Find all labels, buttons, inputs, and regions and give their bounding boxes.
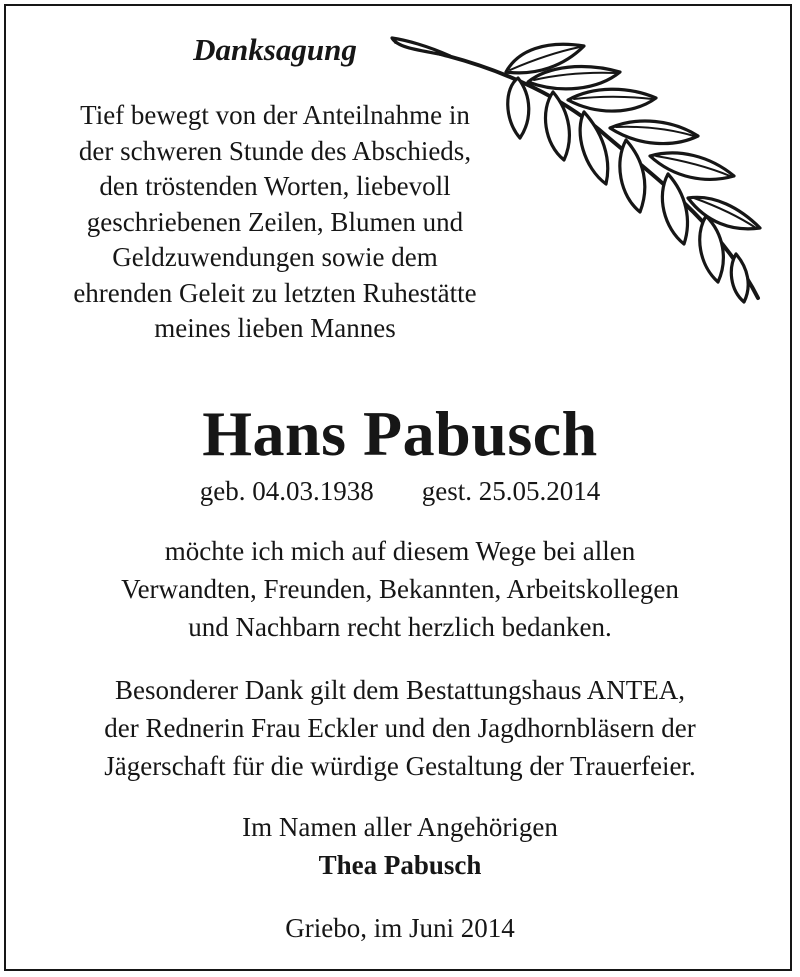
intro-line: meines lieben Mannes xyxy=(154,313,396,343)
place-date: Griebo, im Juni 2014 xyxy=(285,913,515,943)
special-thanks-line: Jägerschaft für die würdige Gestaltung der Trauerfeier. xyxy=(104,751,696,781)
intro-line: den tröstenden Worten, liebevoll xyxy=(99,171,451,201)
notice-heading: Danksagung xyxy=(193,32,357,67)
signer-name: Thea Pabusch xyxy=(318,850,482,880)
thanks-line: und Nachbarn recht herzlich bedanken. xyxy=(188,612,612,642)
death-date: gest. 25.05.2014 xyxy=(421,476,601,506)
birth-date: geb. 04.03.1938 xyxy=(199,476,374,506)
closing-block xyxy=(0,808,800,884)
deceased-name: Hans Pabusch xyxy=(202,398,598,469)
thanks-line: Verwandten, Freunden, Bekannten, Arbeitskollegen xyxy=(121,574,679,604)
thanks-paragraph xyxy=(0,532,800,646)
intro-line: Geldzuwendungen sowie dem xyxy=(112,242,438,272)
on-behalf-text: Im Namen aller Angehörigen xyxy=(242,812,558,842)
life-dates xyxy=(0,474,800,508)
intro-line: Tief bewegt von der Anteilnahme in xyxy=(80,100,470,130)
intro-line: geschriebenen Zeilen, Blumen und xyxy=(86,206,464,237)
special-thanks-line: der Rednerin Frau Eckler und den Jagdhornbläsern der xyxy=(104,713,696,743)
special-thanks-line: Besonderer Dank gilt dem Bestattungshaus ANTEA, xyxy=(115,675,685,705)
special-thanks-paragraph xyxy=(0,671,800,785)
thanks-line: möchte ich mich auf diesem Wege bei allen xyxy=(164,536,636,566)
intro-line: der schweren Stunde des Abschieds, xyxy=(78,135,472,166)
intro-line: ehrenden Geleit zu letzten Ruhestätte xyxy=(73,277,477,308)
olive-branch-icon xyxy=(388,28,770,308)
